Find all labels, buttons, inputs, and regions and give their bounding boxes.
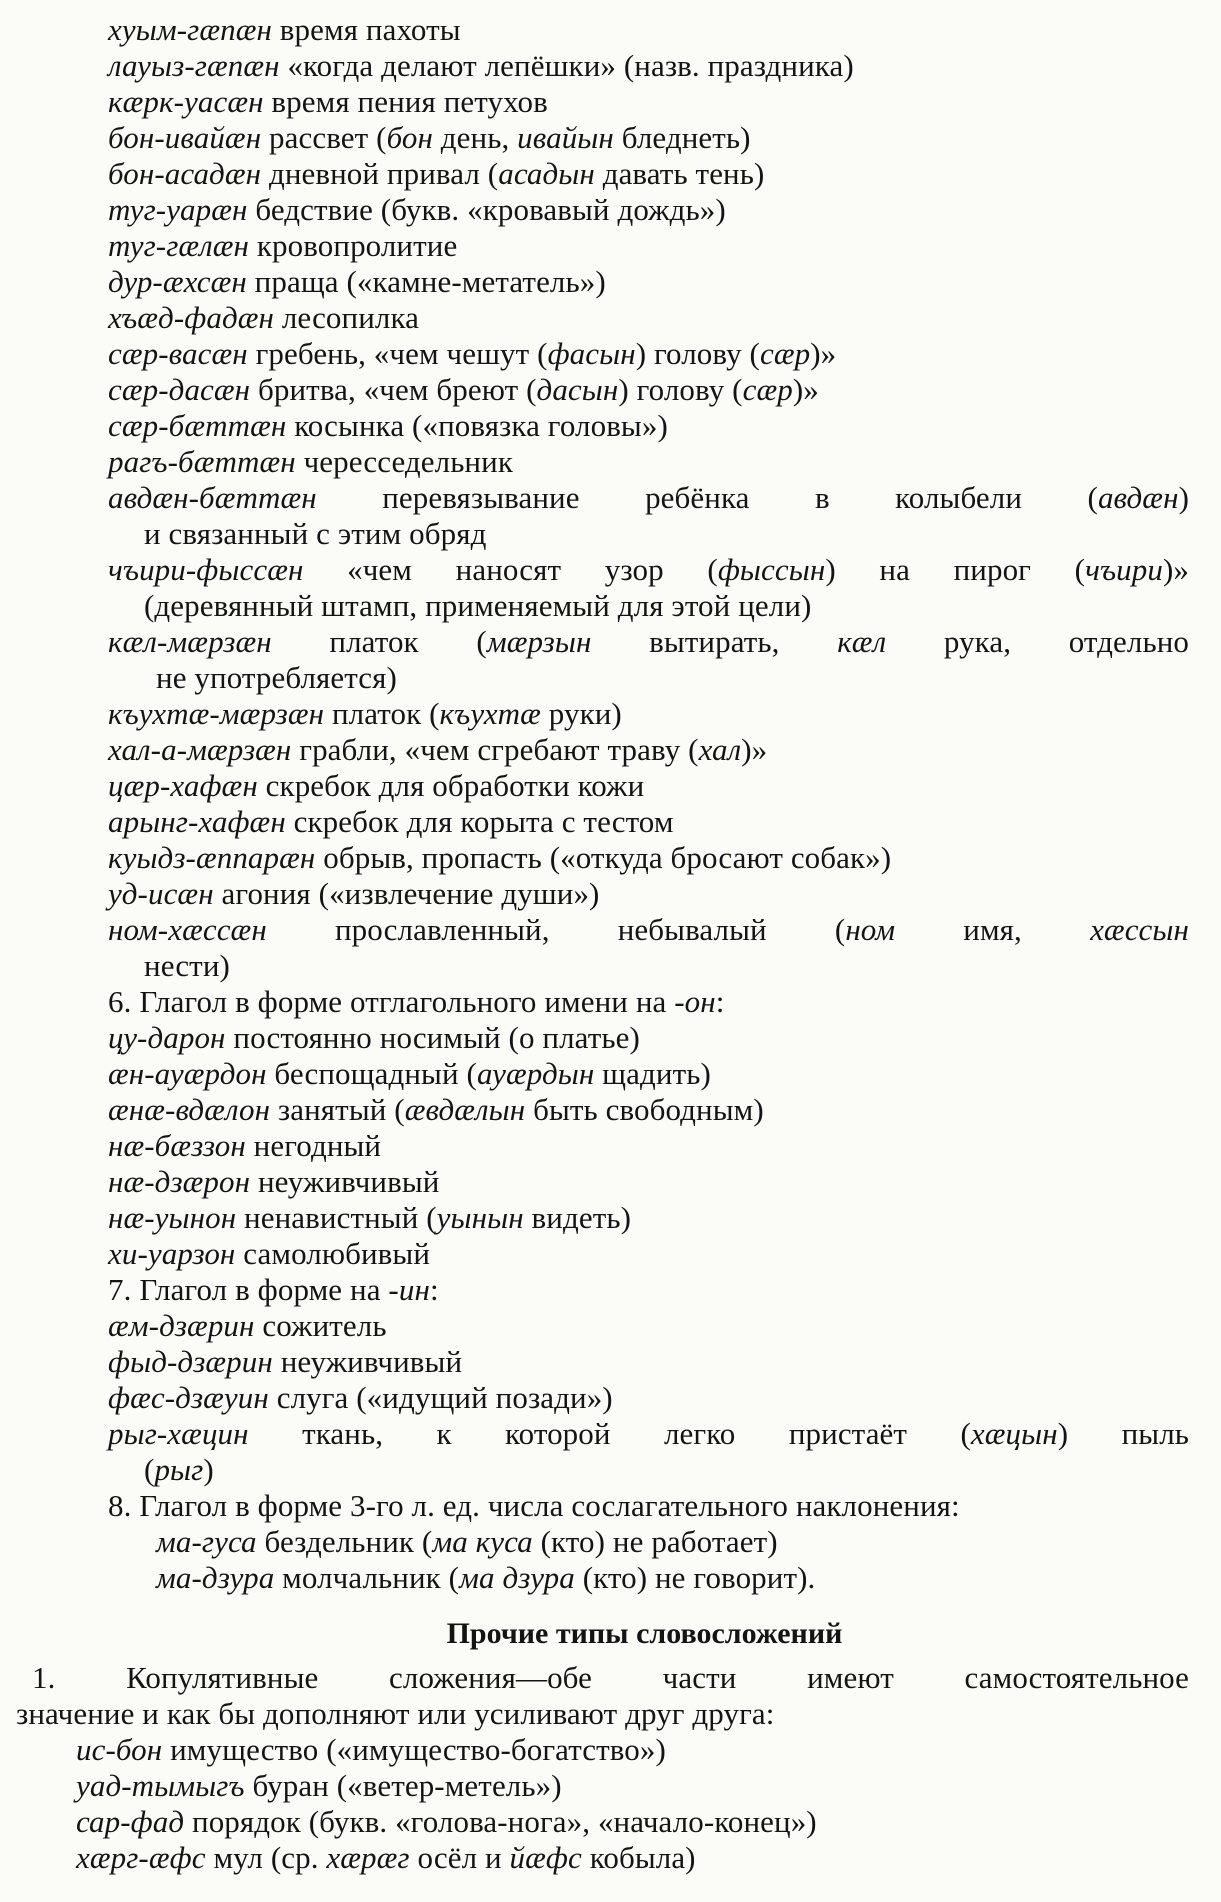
entry-def: «когда делают лепёшки» (назв. праздника) xyxy=(279,48,854,83)
entry-def: чересседельник xyxy=(295,444,513,479)
entry-term: нæ-дзæрон xyxy=(108,1164,251,1199)
section-other-compounds xyxy=(16,1616,1193,1876)
entry-def: время пахоты xyxy=(271,12,461,47)
entry-def: гребень, «чем чешут ( xyxy=(247,336,548,371)
entry-def: рассвет ( xyxy=(261,120,387,155)
heading-text: Глагол в форме отглагольного имени на xyxy=(139,984,675,1019)
entry-term: ма дзура xyxy=(459,1560,575,1595)
entry-term: нæ-бæззон xyxy=(108,1128,246,1163)
entry-term: кæрк-уасæн xyxy=(108,84,264,119)
dictionary-entry xyxy=(16,372,1193,408)
entry-term: авдæн xyxy=(1097,480,1179,515)
entry-term: кæл xyxy=(837,624,887,659)
entry-def: платок ( xyxy=(271,624,487,659)
entry-term: нæ-уынон xyxy=(108,1200,237,1235)
entry-def: )» xyxy=(810,336,837,371)
entry-term: фыссын xyxy=(717,552,826,587)
entry-def: осёл и xyxy=(409,1840,510,1875)
entry-def: кровопролитие xyxy=(249,228,458,263)
dictionary-entry xyxy=(16,336,1193,372)
paragraph-line: значение и как бы дополняют или усиливают друг друга: xyxy=(16,1696,775,1731)
dictionary-entry xyxy=(16,768,1193,804)
entry-term: мæрзын xyxy=(486,624,592,659)
entry-term: ма-дзура xyxy=(156,1560,275,1595)
entry-term: бон-асадæн xyxy=(108,156,262,191)
entry-def: ) голову ( xyxy=(635,336,760,371)
entry-def: слуга («идущий позади») xyxy=(268,1380,613,1415)
dictionary-entry xyxy=(16,1128,1193,1164)
dictionary-entry xyxy=(16,192,1193,228)
dictionary-entry xyxy=(16,1020,1193,1056)
dictionary-entry xyxy=(16,1056,1193,1092)
entry-def: косынка («повязка головы») xyxy=(286,408,668,443)
heading-number: 7. xyxy=(108,1272,140,1307)
dictionary-entry xyxy=(16,1092,1193,1128)
entry-term: хъæд-фадæн xyxy=(108,300,275,335)
entry-def: быть свободным) xyxy=(525,1092,764,1127)
entry-term: хуым-гænæн xyxy=(108,12,272,47)
dictionary-entry xyxy=(16,480,1193,516)
entry-def: скребок для обработки кожи xyxy=(257,768,645,803)
entry-term: къухтæ-мæрзæн xyxy=(108,696,325,731)
section-title: Прочие типы словосложений xyxy=(446,1617,843,1650)
entry-term: хи-уарзон xyxy=(108,1236,236,1271)
entry-term: фасын xyxy=(547,336,636,371)
entry-term: авдæн-бæттæн xyxy=(108,480,317,515)
entry-term: хæрæг xyxy=(326,1840,410,1875)
entry-term: рыг xyxy=(154,1452,204,1487)
entry-def: «чем наносят узор ( xyxy=(303,552,718,587)
entry-term: йæфс xyxy=(509,1840,582,1875)
dictionary-entry xyxy=(16,408,1193,444)
dictionary-entry xyxy=(16,1840,1193,1876)
section-subjunctive xyxy=(16,1488,1193,1596)
entry-continuation: и связанный с этим обряд xyxy=(144,516,487,551)
entry-term: дур-æхсæн xyxy=(108,264,247,299)
entry-term: æвдæлын xyxy=(404,1092,526,1127)
heading-suffix: -ин xyxy=(388,1272,430,1307)
entry-term: фæс-дзæуин xyxy=(108,1380,269,1415)
entry-def: ненавистный ( xyxy=(236,1200,437,1235)
dictionary-entry xyxy=(16,732,1193,768)
entry-term: рагъ-бæттæн xyxy=(108,444,296,479)
entry-def: ткань, к которой легко пристаёт ( xyxy=(248,1416,971,1451)
dictionary-entry xyxy=(16,1308,1193,1344)
entry-def: рука, отдельно xyxy=(886,624,1189,659)
dictionary-entry xyxy=(16,12,1193,48)
entry-term: ном xyxy=(845,912,896,947)
entry-term: сæр xyxy=(742,372,793,407)
entry-def: молчальник ( xyxy=(274,1560,460,1595)
entry-def: (кто) не работает) xyxy=(532,1524,778,1559)
dictionary-entry xyxy=(16,624,1193,660)
dictionary-entry xyxy=(16,120,1193,156)
dictionary-entry xyxy=(16,1200,1193,1236)
entry-def: время пения петухов xyxy=(263,84,548,119)
entry-term: сар-фад xyxy=(76,1804,185,1839)
dictionary-entry xyxy=(16,156,1193,192)
entry-term: хæссын xyxy=(1090,912,1189,947)
paragraph-line: 1. Копулятивные сложения—обе части имеют самостоятельное xyxy=(32,1660,1189,1695)
entry-def: ) голову ( xyxy=(618,372,743,407)
dictionary-entry xyxy=(16,840,1193,876)
entry-def: перевязывание ребёнка в колыбели ( xyxy=(316,480,1098,515)
entry-def: видеть) xyxy=(523,1200,632,1235)
entry-term: ауæрдын xyxy=(476,1056,595,1091)
entry-term: хæрг-æфс xyxy=(76,1840,206,1875)
entry-def: имущество («имущество-богатство») xyxy=(162,1732,666,1767)
entry-term: цæр-хафæн xyxy=(108,768,258,803)
entry-def: мул (ср. xyxy=(205,1840,327,1875)
dictionary-entry xyxy=(16,552,1193,588)
entry-term: хæцын xyxy=(970,1416,1058,1451)
entry-term: бон xyxy=(386,120,433,155)
entry-def: вытирать, xyxy=(591,624,838,659)
entry-def: беспощадный ( xyxy=(266,1056,477,1091)
entries-aen xyxy=(16,12,1193,984)
paren-close: ) xyxy=(203,1452,214,1487)
entry-term: æнæ-вдæлон xyxy=(108,1092,271,1127)
entry-term: æн-ауæрдон xyxy=(108,1056,267,1091)
dictionary-entry xyxy=(16,444,1193,480)
entry-continuation: не употребляется) xyxy=(156,660,397,695)
entry-def: самолюбивый xyxy=(235,1236,431,1271)
dictionary-entry xyxy=(16,1344,1193,1380)
section-in xyxy=(16,1272,1193,1488)
entry-def: ) пыль xyxy=(1057,1416,1190,1451)
entry-term: хал xyxy=(698,732,742,767)
entry-term: хал-а-мæрзæн xyxy=(108,732,292,767)
entry-def: порядок (букв. «голова-нога», «начало-конец») xyxy=(184,1804,817,1839)
entry-term: куыдз-æппарæн xyxy=(108,840,316,875)
entry-term: туг-уарæн xyxy=(108,192,248,227)
heading-number: 6. xyxy=(108,984,140,1019)
entry-def: сожитель xyxy=(254,1308,387,1343)
entry-term: лауыз-гænæн xyxy=(108,48,280,83)
heading-text: Глагол в форме на xyxy=(139,1272,389,1307)
entry-def: дневной привал ( xyxy=(261,156,499,191)
entry-term: дасын xyxy=(536,372,619,407)
heading-end: : xyxy=(429,1272,439,1307)
entry-def: платок ( xyxy=(324,696,440,731)
entry-def: день, xyxy=(432,120,518,155)
dictionary-entry xyxy=(16,804,1193,840)
entry-def: скребок для корыта с тестом xyxy=(285,804,674,839)
dictionary-entry xyxy=(16,1380,1193,1416)
entry-def: постоянно носимый (о платье) xyxy=(225,1020,640,1055)
entry-term: уад-тымыгъ xyxy=(76,1768,245,1803)
entry-def: грабли, «чем сгребают траву ( xyxy=(291,732,699,767)
dictionary-entry xyxy=(16,876,1193,912)
entry-def: ) xyxy=(1178,480,1189,515)
dictionary-entry xyxy=(16,84,1193,120)
entry-term: чъири-фыссæн xyxy=(108,552,304,587)
entry-continuation: (деревянный штамп, применяемый для этой цели) xyxy=(144,588,812,623)
entry-term: ма куса xyxy=(432,1524,533,1559)
dictionary-entry xyxy=(16,1164,1193,1200)
dictionary-entry xyxy=(16,1768,1193,1804)
entry-term: ивайын xyxy=(517,120,614,155)
section-heading xyxy=(16,984,1193,1020)
entry-term: сæр-бæттæн xyxy=(108,408,287,443)
dictionary-entry xyxy=(16,912,1193,948)
dictionary-entry xyxy=(16,48,1193,84)
entry-term: чъири xyxy=(1085,552,1163,587)
entry-term: æм-дзæрин xyxy=(108,1308,255,1343)
entry-term: арынг-хафæн xyxy=(108,804,286,839)
section-on xyxy=(16,984,1193,1272)
entry-term: уынын xyxy=(436,1200,524,1235)
entry-def: ) на пирог ( xyxy=(825,552,1086,587)
entry-def: негодный xyxy=(245,1128,382,1163)
entry-term: рыг-хæцин xyxy=(108,1416,249,1451)
entry-def: (кто) не говорит). xyxy=(574,1560,816,1595)
entry-def: обрыв, пропасть («откуда бросают собак») xyxy=(315,840,892,875)
entry-continuation: нести) xyxy=(144,948,230,983)
dictionary-entry xyxy=(16,696,1193,732)
entry-def: щадить) xyxy=(594,1056,711,1091)
dictionary-entry xyxy=(16,1236,1193,1272)
entry-term: туг-гæлæн xyxy=(108,228,250,263)
entry-def: кобыла) xyxy=(581,1840,696,1875)
entry-def: )» xyxy=(1162,552,1189,587)
dictionary-entry xyxy=(16,1416,1193,1452)
entry-def: агония («извлечение души») xyxy=(213,876,600,911)
dictionary-entry xyxy=(16,228,1193,264)
dictionary-entry xyxy=(16,264,1193,300)
entry-term: фыд-дзæрин xyxy=(108,1344,273,1379)
entry-term: уд-исæн xyxy=(108,876,214,911)
entry-def: )» xyxy=(792,372,819,407)
entry-def: давать тень) xyxy=(594,156,765,191)
entry-def: неуживчивый xyxy=(250,1164,440,1199)
dictionary-entry xyxy=(16,1524,1193,1560)
heading-end: : xyxy=(715,984,725,1019)
entry-def: неуживчивый xyxy=(272,1344,463,1379)
entry-def: прославленный, небывалый ( xyxy=(266,912,846,947)
entry-term: къухтæ xyxy=(439,696,541,731)
entry-def: лесопилка xyxy=(274,300,420,335)
entry-def: имя, xyxy=(895,912,1091,947)
paren-open: ( xyxy=(144,1452,155,1487)
dictionary-entry xyxy=(16,1732,1193,1768)
entry-term: ис-бон xyxy=(76,1732,163,1767)
entry-def: бледнеть) xyxy=(613,120,751,155)
entry-def: бедствие (букв. «кровавый дождь») xyxy=(247,192,726,227)
entry-term: кæл-мæрзæн xyxy=(108,624,272,659)
entry-term: асадын xyxy=(498,156,595,191)
entry-term: сæр-дасæн xyxy=(108,372,251,407)
dictionary-entry xyxy=(16,1560,1193,1596)
entry-term: ном-хæссæн xyxy=(108,912,267,947)
entry-continuation xyxy=(16,1452,1193,1488)
entry-def: )» xyxy=(741,732,768,767)
entry-term: цу-дарон xyxy=(108,1020,226,1055)
entry-def: бездельник ( xyxy=(256,1524,433,1559)
entry-term: ма-гуса xyxy=(156,1524,257,1559)
entry-def: буран («ветер-метель») xyxy=(244,1768,562,1803)
entry-def: руки) xyxy=(540,696,622,731)
entry-term: сæр xyxy=(759,336,811,371)
heading-suffix: -он xyxy=(674,984,716,1019)
dictionary-entry xyxy=(16,300,1193,336)
section-heading: 8. Глагол в форме 3-го л. ед. числа сослагательного наклонения: xyxy=(108,1488,960,1523)
entry-term: бон-ивайæн xyxy=(108,120,262,155)
entry-def: занятый ( xyxy=(270,1092,405,1127)
entry-term: сæр-васæн xyxy=(108,336,248,371)
entry-def: бритва, «чем бреют ( xyxy=(250,372,537,407)
dictionary-entry xyxy=(16,1804,1193,1840)
section-heading xyxy=(16,1272,1193,1308)
entry-def: праща («камне-метатель») xyxy=(246,264,606,299)
